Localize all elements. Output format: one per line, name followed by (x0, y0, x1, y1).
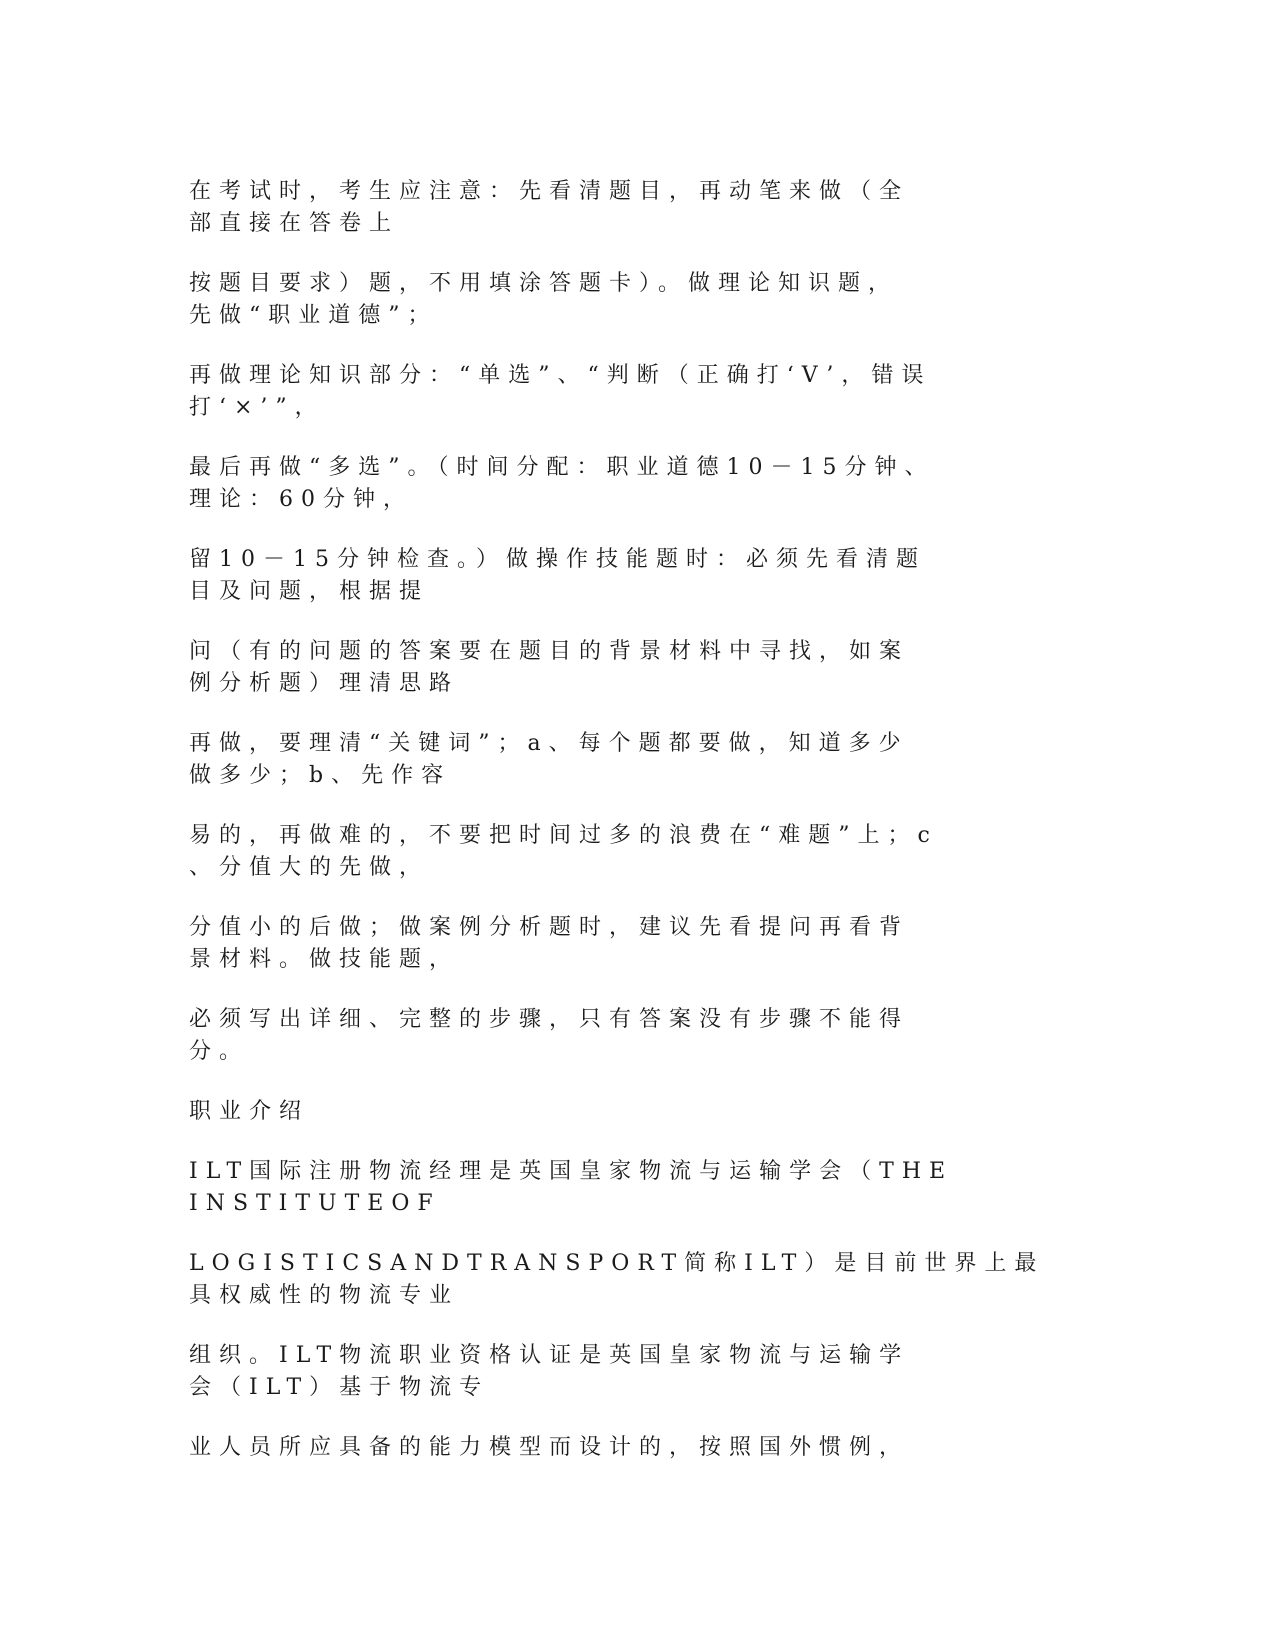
text-line: 分值小的后做；做案例分析题时，建议先看提问再看背 (189, 915, 910, 940)
paragraph (189, 360, 1109, 424)
text-line: 部直接在答卷上 (189, 211, 400, 236)
text-line: 分。 (189, 1039, 250, 1064)
paragraph (189, 1004, 1109, 1068)
section-heading (189, 1096, 1109, 1128)
text-line: 、分值大的先做， (189, 855, 430, 880)
text-line: 做多少；b、先作容 (189, 763, 452, 788)
text-line: 问（有的问题的答案要在题目的背景材料中寻找，如案 (189, 639, 910, 664)
text-line: ILT国际注册物流经理是英国皇家物流与运输学会（THE (189, 1159, 954, 1184)
paragraph (189, 1340, 1109, 1404)
paragraph (189, 544, 1109, 608)
paragraph (189, 728, 1109, 792)
text-line: 例分析题）理清思路 (189, 671, 460, 696)
text-line: 易的，再做难的，不要把时间过多的浪费在“难题”上；c (189, 823, 938, 848)
text-line: 再做理论知识部分：“单选”、“判断（正确打‘V’，错误 (189, 363, 932, 388)
text-line: 业人员所应具备的能力模型而设计的，按照国外惯例， (189, 1435, 910, 1460)
text-line: 最后再做“多选”。（时间分配：职业道德10－15分钟、 (189, 455, 935, 480)
text-line: INSTITUTEOF (189, 1191, 441, 1216)
paragraph (189, 452, 1109, 516)
text-line: 再做，要理清“关键词”；a、每个题都要做，知道多少 (189, 731, 909, 756)
text-line: 必须写出详细、完整的步骤，只有答案没有步骤不能得 (189, 1007, 910, 1032)
paragraph (189, 1432, 1109, 1464)
text-line: 会（ILT）基于物流专 (189, 1375, 490, 1400)
paragraph (189, 176, 1109, 240)
text-line: 在考试时，考生应注意：先看清题目，再动笔来做（全 (189, 179, 910, 204)
paragraph (189, 636, 1109, 700)
text-line: 组织。ILT物流职业资格认证是英国皇家物流与运输学 (189, 1343, 910, 1368)
text-line: 理论：60分钟， (189, 487, 413, 512)
text-line: 目及问题，根据提 (189, 579, 430, 604)
paragraph (189, 912, 1109, 976)
text-line: LOGISTICSANDTRANSPORT简称ILT）是目前世界上最 (189, 1251, 1045, 1276)
text-line: 职业介绍 (189, 1099, 310, 1124)
document-body (189, 176, 1109, 1492)
paragraph (189, 268, 1109, 332)
paragraph (189, 1156, 1109, 1220)
text-line: 留10－15分钟检查。）做操作技能题时：必须先看清题 (189, 547, 926, 572)
text-line: 具权威性的物流专业 (189, 1283, 460, 1308)
text-line: 景材料。做技能题， (189, 947, 460, 972)
paragraph (189, 1248, 1109, 1312)
text-line: 按题目要求）题，不用填涂答题卡）。做理论知识题， (189, 271, 899, 296)
text-line: 先做“职业道德”； (189, 303, 438, 328)
paragraph (189, 820, 1109, 884)
text-line: 打‘×’”， (189, 395, 325, 420)
